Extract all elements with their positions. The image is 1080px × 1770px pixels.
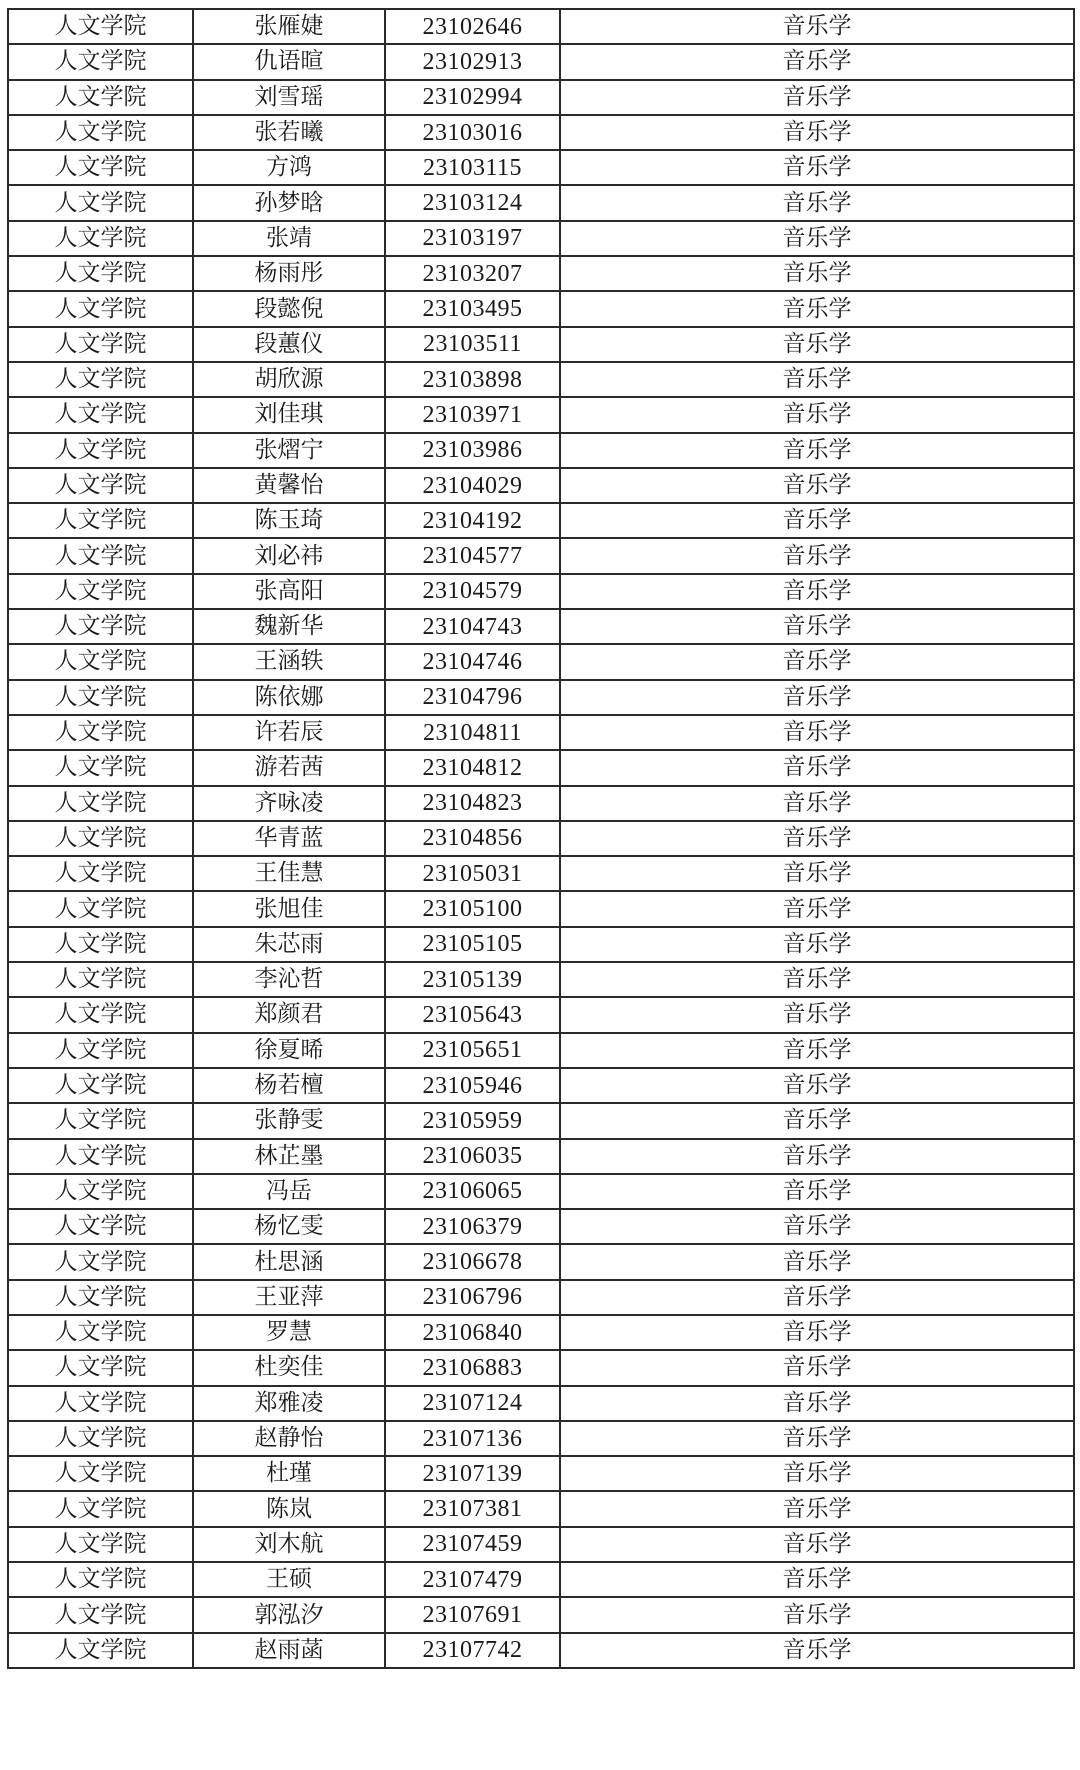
name-cell: 胡欣源 — [193, 362, 385, 397]
table-row — [8, 1633, 1074, 1668]
major-cell: 音乐学 — [560, 1491, 1074, 1526]
major-cell: 音乐学 — [560, 80, 1074, 115]
college-cell: 人文学院 — [8, 327, 193, 362]
college-cell: 人文学院 — [8, 1139, 193, 1174]
major-cell: 音乐学 — [560, 1209, 1074, 1244]
student-id-cell: 23103511 — [385, 327, 560, 362]
name-cell: 王佳慧 — [193, 856, 385, 891]
college-cell: 人文学院 — [8, 962, 193, 997]
major-cell: 音乐学 — [560, 821, 1074, 856]
student-id-cell: 23107381 — [385, 1491, 560, 1526]
name-cell: 孙梦晗 — [193, 185, 385, 220]
name-cell: 林芷墨 — [193, 1139, 385, 1174]
college-cell: 人文学院 — [8, 115, 193, 150]
name-cell: 张靖 — [193, 221, 385, 256]
student-id-cell: 23107479 — [385, 1562, 560, 1597]
college-cell: 人文学院 — [8, 1033, 193, 1068]
name-cell: 杜瑾 — [193, 1456, 385, 1491]
table-row — [8, 644, 1074, 679]
student-id-cell: 23107124 — [385, 1386, 560, 1421]
student-id-cell: 23102646 — [385, 9, 560, 44]
major-cell: 音乐学 — [560, 574, 1074, 609]
student-id-cell: 23107742 — [385, 1633, 560, 1668]
table-row — [8, 185, 1074, 220]
college-cell: 人文学院 — [8, 9, 193, 44]
major-cell: 音乐学 — [560, 644, 1074, 679]
name-cell: 刘雪瑶 — [193, 80, 385, 115]
college-cell: 人文学院 — [8, 1350, 193, 1385]
major-cell: 音乐学 — [560, 891, 1074, 926]
table-row — [8, 256, 1074, 291]
name-cell: 齐咏凌 — [193, 786, 385, 821]
student-id-cell: 23104856 — [385, 821, 560, 856]
table-row — [8, 680, 1074, 715]
major-cell: 音乐学 — [560, 786, 1074, 821]
table-row — [8, 80, 1074, 115]
major-cell: 音乐学 — [560, 1386, 1074, 1421]
college-cell: 人文学院 — [8, 609, 193, 644]
major-cell: 音乐学 — [560, 1033, 1074, 1068]
table-row — [8, 538, 1074, 573]
student-id-cell: 23106678 — [385, 1244, 560, 1279]
major-cell: 音乐学 — [560, 221, 1074, 256]
major-cell: 音乐学 — [560, 1280, 1074, 1315]
college-cell: 人文学院 — [8, 221, 193, 256]
name-cell: 王亚萍 — [193, 1280, 385, 1315]
table-row — [8, 1562, 1074, 1597]
name-cell: 陈岚 — [193, 1491, 385, 1526]
student-id-cell: 23106840 — [385, 1315, 560, 1350]
table-row — [8, 115, 1074, 150]
college-cell: 人文学院 — [8, 1174, 193, 1209]
table-row — [8, 1421, 1074, 1456]
college-cell: 人文学院 — [8, 1633, 193, 1668]
name-cell: 郑颜君 — [193, 997, 385, 1032]
name-cell: 王硕 — [193, 1562, 385, 1597]
table-row — [8, 962, 1074, 997]
major-cell: 音乐学 — [560, 256, 1074, 291]
major-cell: 音乐学 — [560, 433, 1074, 468]
table-row — [8, 856, 1074, 891]
student-id-cell: 23104743 — [385, 609, 560, 644]
table-row — [8, 574, 1074, 609]
major-cell: 音乐学 — [560, 1174, 1074, 1209]
table-row — [8, 1350, 1074, 1385]
table-row — [8, 1491, 1074, 1526]
major-cell: 音乐学 — [560, 1456, 1074, 1491]
name-cell: 杨忆雯 — [193, 1209, 385, 1244]
student-id-cell: 23105959 — [385, 1103, 560, 1138]
table-row — [8, 1068, 1074, 1103]
student-id-cell: 23105031 — [385, 856, 560, 891]
name-cell: 张若曦 — [193, 115, 385, 150]
college-cell: 人文学院 — [8, 362, 193, 397]
college-cell: 人文学院 — [8, 997, 193, 1032]
student-list-table — [7, 8, 1075, 1669]
major-cell: 音乐学 — [560, 680, 1074, 715]
student-id-cell: 23106035 — [385, 1139, 560, 1174]
student-id-cell: 23104796 — [385, 680, 560, 715]
name-cell: 赵雨菡 — [193, 1633, 385, 1668]
college-cell: 人文学院 — [8, 1244, 193, 1279]
student-id-cell: 23106883 — [385, 1350, 560, 1385]
name-cell: 徐夏晞 — [193, 1033, 385, 1068]
name-cell: 陈玉琦 — [193, 503, 385, 538]
table-row — [8, 44, 1074, 79]
major-cell: 音乐学 — [560, 927, 1074, 962]
student-id-cell: 23104746 — [385, 644, 560, 679]
name-cell: 刘必祎 — [193, 538, 385, 573]
major-cell: 音乐学 — [560, 1562, 1074, 1597]
student-id-cell: 23104579 — [385, 574, 560, 609]
college-cell: 人文学院 — [8, 150, 193, 185]
major-cell: 音乐学 — [560, 750, 1074, 785]
college-cell: 人文学院 — [8, 1527, 193, 1562]
major-cell: 音乐学 — [560, 1103, 1074, 1138]
table-row — [8, 221, 1074, 256]
student-id-cell: 23103495 — [385, 291, 560, 326]
name-cell: 赵静怡 — [193, 1421, 385, 1456]
table-row — [8, 150, 1074, 185]
major-cell: 音乐学 — [560, 1068, 1074, 1103]
major-cell: 音乐学 — [560, 538, 1074, 573]
name-cell: 张熠宁 — [193, 433, 385, 468]
student-id-cell: 23104577 — [385, 538, 560, 573]
college-cell: 人文学院 — [8, 1562, 193, 1597]
college-cell: 人文学院 — [8, 927, 193, 962]
student-id-cell: 23106379 — [385, 1209, 560, 1244]
college-cell: 人文学院 — [8, 574, 193, 609]
name-cell: 魏新华 — [193, 609, 385, 644]
table-row — [8, 786, 1074, 821]
name-cell: 仇语暄 — [193, 44, 385, 79]
table-row — [8, 715, 1074, 750]
college-cell: 人文学院 — [8, 1280, 193, 1315]
name-cell: 杨雨彤 — [193, 256, 385, 291]
college-cell: 人文学院 — [8, 1597, 193, 1632]
college-cell: 人文学院 — [8, 397, 193, 432]
student-id-cell: 23104811 — [385, 715, 560, 750]
name-cell: 张旭佳 — [193, 891, 385, 926]
table-row — [8, 1527, 1074, 1562]
student-id-cell: 23104192 — [385, 503, 560, 538]
major-cell: 音乐学 — [560, 997, 1074, 1032]
name-cell: 游若茜 — [193, 750, 385, 785]
college-cell: 人文学院 — [8, 256, 193, 291]
college-cell: 人文学院 — [8, 80, 193, 115]
name-cell: 郭泓汐 — [193, 1597, 385, 1632]
name-cell: 罗慧 — [193, 1315, 385, 1350]
student-id-cell: 23103207 — [385, 256, 560, 291]
college-cell: 人文学院 — [8, 291, 193, 326]
name-cell: 张静雯 — [193, 1103, 385, 1138]
college-cell: 人文学院 — [8, 821, 193, 856]
major-cell: 音乐学 — [560, 962, 1074, 997]
major-cell: 音乐学 — [560, 715, 1074, 750]
major-cell: 音乐学 — [560, 44, 1074, 79]
student-id-cell: 23105946 — [385, 1068, 560, 1103]
table-row — [8, 927, 1074, 962]
major-cell: 音乐学 — [560, 1244, 1074, 1279]
table-body — [8, 9, 1074, 1668]
major-cell: 音乐学 — [560, 1633, 1074, 1668]
student-id-cell: 23107691 — [385, 1597, 560, 1632]
name-cell: 华青蓝 — [193, 821, 385, 856]
table-row — [8, 821, 1074, 856]
name-cell: 陈依娜 — [193, 680, 385, 715]
table-row — [8, 1280, 1074, 1315]
student-id-cell: 23105139 — [385, 962, 560, 997]
student-id-cell: 23104823 — [385, 786, 560, 821]
student-id-cell: 23105643 — [385, 997, 560, 1032]
table-row — [8, 750, 1074, 785]
student-id-cell: 23102913 — [385, 44, 560, 79]
college-cell: 人文学院 — [8, 1209, 193, 1244]
college-cell: 人文学院 — [8, 891, 193, 926]
major-cell: 音乐学 — [560, 115, 1074, 150]
college-cell: 人文学院 — [8, 750, 193, 785]
name-cell: 黄馨怡 — [193, 468, 385, 503]
table-row — [8, 1386, 1074, 1421]
student-id-cell: 23103898 — [385, 362, 560, 397]
college-cell: 人文学院 — [8, 1491, 193, 1526]
table-row — [8, 468, 1074, 503]
student-id-cell: 23103986 — [385, 433, 560, 468]
major-cell: 音乐学 — [560, 185, 1074, 220]
student-id-cell: 23103971 — [385, 397, 560, 432]
table-row — [8, 362, 1074, 397]
table-row — [8, 609, 1074, 644]
major-cell: 音乐学 — [560, 397, 1074, 432]
student-id-cell: 23103115 — [385, 150, 560, 185]
student-id-cell: 23104812 — [385, 750, 560, 785]
table-row — [8, 1315, 1074, 1350]
major-cell: 音乐学 — [560, 327, 1074, 362]
table-row — [8, 327, 1074, 362]
college-cell: 人文学院 — [8, 715, 193, 750]
student-id-cell: 23103124 — [385, 185, 560, 220]
college-cell: 人文学院 — [8, 185, 193, 220]
major-cell: 音乐学 — [560, 503, 1074, 538]
major-cell: 音乐学 — [560, 468, 1074, 503]
name-cell: 张高阳 — [193, 574, 385, 609]
college-cell: 人文学院 — [8, 644, 193, 679]
major-cell: 音乐学 — [560, 9, 1074, 44]
college-cell: 人文学院 — [8, 786, 193, 821]
table-row — [8, 1103, 1074, 1138]
table-row — [8, 1244, 1074, 1279]
table-row — [8, 291, 1074, 326]
name-cell: 刘木航 — [193, 1527, 385, 1562]
table-row — [8, 1033, 1074, 1068]
table-row — [8, 1597, 1074, 1632]
college-cell: 人文学院 — [8, 503, 193, 538]
student-id-cell: 23106065 — [385, 1174, 560, 1209]
major-cell: 音乐学 — [560, 609, 1074, 644]
name-cell: 郑雅凌 — [193, 1386, 385, 1421]
name-cell: 杜奕佳 — [193, 1350, 385, 1385]
major-cell: 音乐学 — [560, 1597, 1074, 1632]
table-row — [8, 997, 1074, 1032]
table-row — [8, 1209, 1074, 1244]
table-row — [8, 1174, 1074, 1209]
student-id-cell: 23103197 — [385, 221, 560, 256]
name-cell: 段蕙仪 — [193, 327, 385, 362]
college-cell: 人文学院 — [8, 680, 193, 715]
major-cell: 音乐学 — [560, 150, 1074, 185]
college-cell: 人文学院 — [8, 538, 193, 573]
table-row — [8, 397, 1074, 432]
name-cell: 张雁婕 — [193, 9, 385, 44]
college-cell: 人文学院 — [8, 1421, 193, 1456]
name-cell: 冯岳 — [193, 1174, 385, 1209]
college-cell: 人文学院 — [8, 856, 193, 891]
student-id-cell: 23104029 — [385, 468, 560, 503]
name-cell: 方鸿 — [193, 150, 385, 185]
name-cell: 许若辰 — [193, 715, 385, 750]
student-id-cell: 23107136 — [385, 1421, 560, 1456]
college-cell: 人文学院 — [8, 1068, 193, 1103]
name-cell: 李沁哲 — [193, 962, 385, 997]
student-id-cell: 23105651 — [385, 1033, 560, 1068]
major-cell: 音乐学 — [560, 362, 1074, 397]
name-cell: 段懿倪 — [193, 291, 385, 326]
table-row — [8, 503, 1074, 538]
name-cell: 杜思涵 — [193, 1244, 385, 1279]
major-cell: 音乐学 — [560, 856, 1074, 891]
student-id-cell: 23105105 — [385, 927, 560, 962]
table-row — [8, 433, 1074, 468]
name-cell: 王涵轶 — [193, 644, 385, 679]
student-id-cell: 23106796 — [385, 1280, 560, 1315]
college-cell: 人文学院 — [8, 1103, 193, 1138]
table-row — [8, 9, 1074, 44]
college-cell: 人文学院 — [8, 44, 193, 79]
table-row — [8, 1456, 1074, 1491]
student-id-cell: 23102994 — [385, 80, 560, 115]
college-cell: 人文学院 — [8, 433, 193, 468]
college-cell: 人文学院 — [8, 1386, 193, 1421]
college-cell: 人文学院 — [8, 1315, 193, 1350]
major-cell: 音乐学 — [560, 1139, 1074, 1174]
table-row — [8, 1139, 1074, 1174]
student-id-cell: 23107459 — [385, 1527, 560, 1562]
major-cell: 音乐学 — [560, 1315, 1074, 1350]
major-cell: 音乐学 — [560, 291, 1074, 326]
major-cell: 音乐学 — [560, 1350, 1074, 1385]
college-cell: 人文学院 — [8, 468, 193, 503]
major-cell: 音乐学 — [560, 1421, 1074, 1456]
college-cell: 人文学院 — [8, 1456, 193, 1491]
student-id-cell: 23105100 — [385, 891, 560, 926]
name-cell: 朱芯雨 — [193, 927, 385, 962]
name-cell: 刘佳琪 — [193, 397, 385, 432]
student-id-cell: 23107139 — [385, 1456, 560, 1491]
student-id-cell: 23103016 — [385, 115, 560, 150]
major-cell: 音乐学 — [560, 1527, 1074, 1562]
table-row — [8, 891, 1074, 926]
name-cell: 杨若檀 — [193, 1068, 385, 1103]
